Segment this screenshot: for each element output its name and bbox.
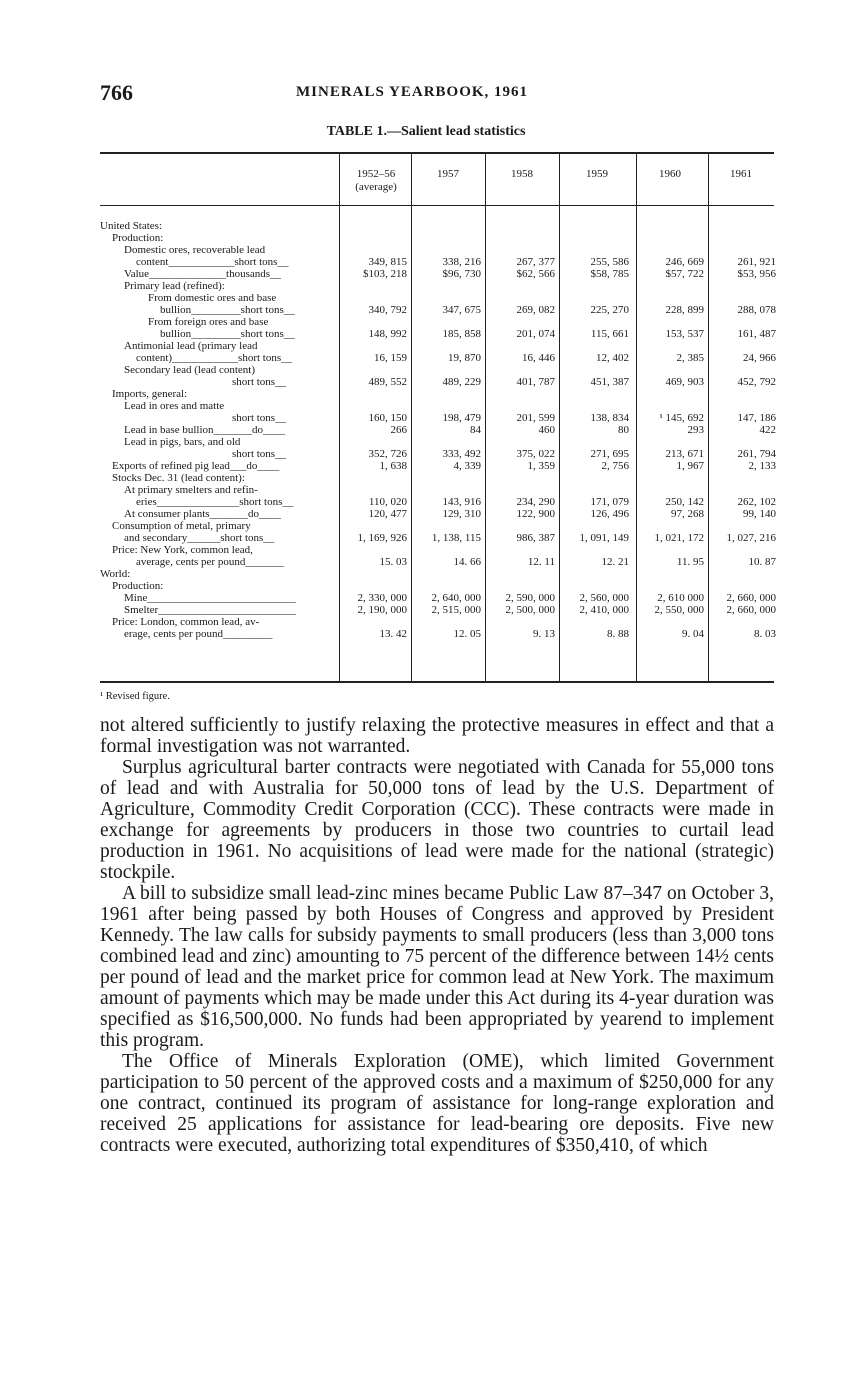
row-label: Imports, general:: [112, 388, 188, 400]
table-cell: 271, 695: [590, 448, 629, 460]
row-label: average, cents per pound_______: [136, 556, 284, 568]
column-header: 1960: [659, 168, 681, 180]
table-cell: 160, 150: [368, 412, 407, 424]
table-cell: 2, 133: [748, 460, 776, 472]
table-cell: 12. 21: [601, 556, 629, 568]
table-cell: 9. 04: [682, 628, 704, 640]
row-label: Domestic ores, recoverable lead: [124, 244, 266, 256]
table-cell: 120, 477: [368, 508, 407, 520]
table-cell: $96, 730: [442, 268, 481, 280]
row-label: Consumption of metal, primary: [112, 520, 251, 532]
row-label: content)____________short tons__: [136, 352, 293, 364]
table-cell: 452, 792: [737, 376, 776, 388]
table-cell: 375, 022: [516, 448, 555, 460]
table-cell: 122, 900: [516, 508, 555, 520]
table-cell: 97, 268: [671, 508, 704, 520]
table-cell: $103, 218: [363, 268, 407, 280]
row-label: At primary smelters and refin-: [124, 484, 258, 496]
table-footnote: ¹ Revised figure.: [100, 691, 170, 702]
table-cell: $53, 956: [737, 268, 776, 280]
row-label: short tons__: [232, 376, 287, 388]
table-cell: 99, 140: [743, 508, 776, 520]
table-cell: 2, 330, 000: [357, 592, 407, 604]
table-cell: 1, 091, 149: [579, 532, 629, 544]
table-cell: 2, 500, 000: [505, 604, 555, 616]
table-cell: 261, 794: [737, 448, 776, 460]
table-cell: 161, 487: [737, 328, 776, 340]
table-cell: 129, 310: [442, 508, 481, 520]
table-cell: 8. 88: [607, 628, 629, 640]
table-cell: 2, 756: [601, 460, 629, 472]
row-label: From foreign ores and base: [148, 316, 269, 328]
column-header: 1961: [730, 168, 752, 180]
table-cell: 1, 359: [527, 460, 555, 472]
row-label: From domestic ores and base: [148, 292, 277, 304]
table-cell: 8. 03: [754, 628, 776, 640]
column-header: 1952–56 (average): [355, 168, 397, 193]
paragraph: The Office of Minerals Exploration (OME), which limited Government participation to 50 percent of the approved costs and a maximum of $250,000 for any one contract, continued its program of assistance for long-range exploration and received 25 applications for assistance for lead-bearing ore deposits. Five new contracts were executed, authorizing total expenditures of $350,410, of which: [100, 1051, 774, 1156]
table-cell: 15. 03: [379, 556, 407, 568]
table-cell: 288, 078: [737, 304, 776, 316]
table-cell: 198, 479: [442, 412, 481, 424]
table-cell: 201, 599: [516, 412, 555, 424]
row-label: United States:: [100, 220, 163, 232]
table-cell: 469, 903: [665, 376, 704, 388]
table-cell: 115, 661: [590, 328, 629, 340]
table-cell: 12. 05: [453, 628, 481, 640]
table-cell: 80: [618, 424, 629, 436]
row-label: Lead in base bullion_______do____: [124, 424, 286, 436]
table-cell: 250, 142: [665, 496, 704, 508]
row-label: Primary lead (refined):: [124, 280, 225, 292]
table-cell: 2, 660, 000: [726, 592, 776, 604]
table-cell: 489, 552: [368, 376, 407, 388]
table-cell: 1, 967: [676, 460, 704, 472]
table-cell: 13. 42: [379, 628, 407, 640]
table-cell: 2, 560, 000: [579, 592, 629, 604]
table-cell: 201, 074: [516, 328, 555, 340]
column-header: 1959: [586, 168, 608, 180]
table-cell: 2, 190, 000: [357, 604, 407, 616]
row-label: bullion_________short tons__: [160, 304, 295, 316]
table-cell: 147, 186: [737, 412, 776, 424]
row-label: Lead in pigs, bars, and old: [124, 436, 241, 448]
row-label: At consumer plants_______do____: [124, 508, 282, 520]
row-label: short tons__: [232, 412, 287, 424]
table-cell: 84: [470, 424, 481, 436]
table-cell: 12, 402: [596, 352, 629, 364]
table-cell: 1, 638: [379, 460, 407, 472]
table-cell: 138, 834: [590, 412, 629, 424]
table-cell: 10. 87: [748, 556, 776, 568]
row-label: bullion_________short tons__: [160, 328, 295, 340]
table-cell: 1, 138, 115: [431, 532, 481, 544]
table-cell: 126, 496: [590, 508, 629, 520]
table-cell: 340, 792: [368, 304, 407, 316]
row-label: Mine___________________________: [124, 592, 296, 604]
table-cell: 1, 169, 926: [357, 532, 407, 544]
table-cell: 451, 387: [590, 376, 629, 388]
page-number: 766: [100, 80, 133, 105]
table-cell: 2, 385: [676, 352, 704, 364]
table-cell: 349, 815: [368, 256, 407, 268]
paragraph: A bill to subsidize small lead-zinc mines became Public Law 87–347 on October 3, 1961 after being passed by both Houses of Congress and approved by President Kennedy. The law calls for subsidy payments to small producers (less than 3,000 tons combined lead and zinc) amounting to 75 percent of the difference between 14½ cents per pound of lead and the market price for common lead at New York. The maximum amount of payments which may be made under this Act during its 4-year duration was specified as $16,500,000. No funds had been appropriated by yearend to implement this program.: [100, 883, 774, 1051]
column-header: 1958: [511, 168, 533, 180]
row-label: Antimonial lead (primary lead: [124, 340, 258, 352]
table-cell: 24, 966: [743, 352, 776, 364]
table-cell: 16, 446: [522, 352, 555, 364]
table-cell: 255, 586: [590, 256, 629, 268]
row-label: short tons__: [232, 448, 287, 460]
row-label: Price: London, common lead, av-: [112, 616, 260, 628]
table-cell: 333, 492: [442, 448, 481, 460]
table-cell: 401, 787: [516, 376, 555, 388]
table-cell: 1, 021, 172: [654, 532, 704, 544]
table-cell: 246, 669: [665, 256, 704, 268]
page-header: [100, 80, 774, 106]
table-cell: 143, 916: [442, 496, 481, 508]
row-label: Production:: [112, 232, 164, 244]
table-cell: 153, 537: [665, 328, 704, 340]
table-cell: 11. 95: [676, 556, 704, 568]
table-cell: 489, 229: [442, 376, 481, 388]
row-label: and secondary______short tons__: [124, 532, 275, 544]
table-cell: 2, 640, 000: [431, 592, 481, 604]
row-label: Lead in ores and matte: [124, 400, 225, 412]
table-cell: 12. 11: [527, 556, 555, 568]
table-cell: 986, 387: [516, 532, 555, 544]
table-cell: 267, 377: [516, 256, 555, 268]
table-cell: 148, 992: [368, 328, 407, 340]
row-label: erage, cents per pound_________: [124, 628, 273, 640]
row-label: World:: [100, 568, 131, 580]
table-cell: 352, 726: [368, 448, 407, 460]
table-cell: ¹ 145, 692: [659, 412, 704, 424]
table-cell: 213, 671: [665, 448, 704, 460]
table-cell: 4, 339: [453, 460, 481, 472]
table-cell: 347, 675: [442, 304, 481, 316]
table-cell: 16, 159: [374, 352, 407, 364]
table-cell: 2, 550, 000: [654, 604, 704, 616]
table-cell: 338, 216: [442, 256, 481, 268]
table-cell: 2, 660, 000: [726, 604, 776, 616]
table-header-rule: [100, 205, 774, 206]
table-cell: $57, 722: [665, 268, 704, 280]
table-cell: 269, 082: [516, 304, 555, 316]
row-label: Stocks Dec. 31 (lead content):: [112, 472, 245, 484]
row-label: Exports of refined pig lead___do____: [112, 460, 280, 472]
table-cell: 2, 590, 000: [505, 592, 555, 604]
table-cell: 1, 027, 216: [726, 532, 776, 544]
table-cell: $62, 566: [516, 268, 555, 280]
row-label: Value______________thousands__: [124, 268, 282, 280]
table-cell: 261, 921: [737, 256, 776, 268]
table-cell: 19, 870: [448, 352, 481, 364]
row-label: Secondary lead (lead content): [124, 364, 256, 376]
row-label: Price: New York, common lead,: [112, 544, 253, 556]
table-cell: 234, 290: [516, 496, 555, 508]
table-cell: $58, 785: [590, 268, 629, 280]
table-cell: 228, 899: [665, 304, 704, 316]
table-cell: 266: [390, 424, 407, 436]
body-text: [100, 715, 774, 1156]
table-bottom-rule: [100, 681, 774, 683]
table-cell: 225, 270: [590, 304, 629, 316]
row-label: Production:: [112, 580, 164, 592]
paragraph: Surplus agricultural barter contracts were negotiated with Canada for 55,000 tons of lead and with Australia for 50,000 tons of lead by the U.S. Department of Agriculture, Commodity Credit Corporation (CCC). These contracts were made in exchange for agreements by producers in those two countries to curtail lead production in 1961. No acquisitions of lead were made for the national (strategic) stockpile.: [100, 757, 774, 883]
table-title: TABLE 1.—Salient lead statistics: [326, 124, 526, 139]
paragraph: not altered sufficiently to justify relaxing the protective measures in effect and that a formal investigation was not warranted.: [100, 715, 774, 757]
row-label: content____________short tons__: [136, 256, 289, 268]
table-top-rule: [100, 152, 774, 154]
table-cell: 293: [687, 424, 704, 436]
table-cell: 9. 13: [533, 628, 555, 640]
table-cell: 14. 66: [453, 556, 481, 568]
table-cell: 2, 610 000: [657, 592, 704, 604]
table-cell: 262, 102: [737, 496, 776, 508]
table-cell: 110, 020: [368, 496, 407, 508]
row-label: Smelter_________________________: [124, 604, 296, 616]
row-label: eries_______________short tons__: [136, 496, 294, 508]
column-header: 1957: [437, 168, 459, 180]
table-cell: 171, 079: [590, 496, 629, 508]
table-cell: 422: [759, 424, 776, 436]
table-cell: 185, 858: [442, 328, 481, 340]
table-cell: 2, 515, 000: [431, 604, 481, 616]
table-cell: 460: [538, 424, 555, 436]
running-title: MINERALS YEARBOOK, 1961: [296, 84, 529, 100]
table-cell: 2, 410, 000: [579, 604, 629, 616]
